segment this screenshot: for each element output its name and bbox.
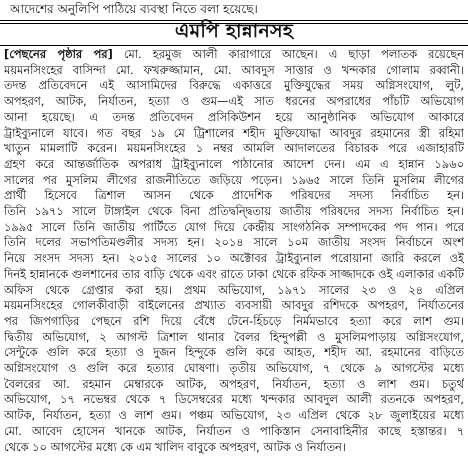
article-line: দ্বিতীয় অভিযোগ, ২ আগস্ট ত্রিশাল থানার বৈলর হিন্দুপল্লী ও মুসলিমপাড়ায় অগ্নিসংযোগ,: [4, 329, 464, 344]
article-line: খাতুন মামলাটি করেন। ময়মনসিংহের ১ নম্বর আমলি আদালতের বিচারক পরে এজাহারটি: [4, 141, 464, 156]
article-line: অভিযোগ, ১৭ নভেম্বর থেকে ৭ ডিসেম্বরের মধ্যে খন্দকার আবদুল আলী রতনকে অপহরণ,: [4, 392, 464, 407]
article-line: আনা হয়েছে। এ তদন্ত প্রতিবেদন প্রসিকিউশন হয়ে আনুষ্ঠানিক অভিযোগ আকারে: [4, 109, 464, 124]
article-body: [4, 47, 464, 455]
article-line: ট্রাইব্যুনালে যাবে। গত বছর ১৯ মে ট্রিশালের শহীদ মুক্তিযোদ্ধা আবদুর রহমানের স্ত্রী রহিমা: [4, 125, 464, 140]
article-line: তদন্ত প্রতিবেদনে এই আসামিদের বিরুদ্ধে একাত্তরে মুক্তিযুদ্ধের সময় অগ্নিসংযোগ, লুট,: [4, 78, 464, 93]
article-line: তিনি দলের সভাপতিমণ্ডলীর সদস্য হন। ২০১৪ সালে ১০ম জাতীয় সংসদ নির্বাচনে অংশ: [4, 235, 464, 250]
article-line: নিয়ে সংসদ সদস্য হন। ২০১৫ সালের ১০ অক্টোবর ট্রাইব্যুনাল পরোয়ানা জারি করলে ওই: [4, 251, 464, 266]
article-line: দিনই হান্নানকে গুলশানের তার বাড়ি থেকে এবং রাতে ঢাকা থেকে রফিক সাজ্জাদকে ওই এলাকার একটি: [4, 266, 464, 281]
headline-divider: [0, 45, 468, 46]
article-line: বৈলরের আ. রহমান মেম্বারকে আটক, অপহরণ, নির্যাতন, হত্যা ও লাশ গুম। চতুর্থ: [4, 376, 464, 391]
article-line: মো. আবেদ হোসেন খানকে আটক, নির্যাতন ও পাকিস্তান সেনাবাহিনীর কাছে হস্তান্তর। ৭: [4, 423, 464, 438]
article-line: অপহরণ, আটক, নির্যাতন, হত্যা ও গুম—এই সাত ধরনের অপরাধের পাঁচটি অভিযোগ: [4, 94, 464, 109]
article-line: ময়মনসিংহের বাসিন্দা মো. ফখরুজ্জামান, মো. আবদুস সাত্তার ও খন্দকার গোলাম রব্বানী।: [4, 62, 464, 77]
article-line: [পেছনের পৃষ্ঠার পর] মো. হরমুজ আলী কারাগারে আছেন। এ ছাড়া পলাতক রয়েছেন: [4, 47, 464, 61]
article-line: পর জিপগাড়ির পেছনে রশি দিয়ে বেঁধে টেনে-হিঁচড়ে নির্মমভাবে হত্যা করে লাশ গুম।: [4, 313, 464, 328]
article-line: ১৯৯৫ সালে তিনি জাতীয় পার্টিতে যোগ দিয়ে কেন্দ্রীয় সাংগঠনিক সম্পাদকের পদ পান। পরে: [4, 219, 464, 234]
article-line: অফিস থেকে গ্রেপ্তার করা হয়। প্রথম অভিযোগ, ১৯৭১ সালের ২৩ ও ২৪ এপ্রিল: [4, 282, 464, 297]
article-line: সেন্টুকে গুলি করে হত্যা ও দুজন হিন্দুকে গুলি করে আহত, শহীদ আ. রহমানের বাড়িতে: [4, 345, 464, 360]
article-line: আটক, নির্যাতন, হত্যা ও লাশ গুম। পঞ্চম অভিযোগ, ২৩ এপ্রিল থেকে ২৮ জুলাইয়ের মধ্যে: [4, 408, 464, 423]
article-line: ময়মনসিংহের গোলকীবাড়ী বাইলেনের প্রখ্যাত ব্যবসায়ী আবদুর রশিদকে অপহরণ, নির্যাতনের: [4, 298, 464, 313]
article-line: সালের পর মুসলিম লীগের রাজনীতিতে জড়িয়ে পড়েন। ১৯৬৫ সালে তিনি মুসলিম লীগের: [4, 172, 464, 187]
article-line: গ্রহণ করে আন্তর্জাতিক অপরাধ ট্রাইব্যুনালে পাঠানোর আদেশ দেন। এম এ হান্নান ১৯৬০: [4, 156, 464, 171]
article-line: থেকে ১০ আগস্টের মধ্যে কে এম খালিদ বাবুকে অপহরণ, আটক ও নির্যাতন।: [4, 439, 346, 454]
continuation-marker: [পেছনের পৃষ্ঠার পর]: [4, 47, 113, 61]
preceding-article-last-line: আদেশের অনুলিপি পাঠিয়ে ব্যবস্থা নিতে বলা হয়েছে।: [10, 2, 258, 16]
article-line: তিনি ১৯৭১ সালে টাঙ্গাইল থেকে বিনা প্রতিদ্বন্দ্বিতায় জাতীয় পরিষদের সদস্য নির্বাচিত হন।: [4, 204, 464, 219]
article-headline: এমপি হান্নানসহ: [174, 20, 294, 42]
article-line: প্রার্থী হিসেবে ত্রিশাল আসন থেকে প্রাদেশিক পরিষদের সদস্য নির্বাচিত হন।: [4, 188, 464, 203]
article-line: অগ্নিসংযোগ ও গুলি করে হত্যার ঘোষণা। তৃতীয় অভিযোগ, ৭ থেকে ৯ আগস্টের মধ্যে: [4, 361, 464, 376]
